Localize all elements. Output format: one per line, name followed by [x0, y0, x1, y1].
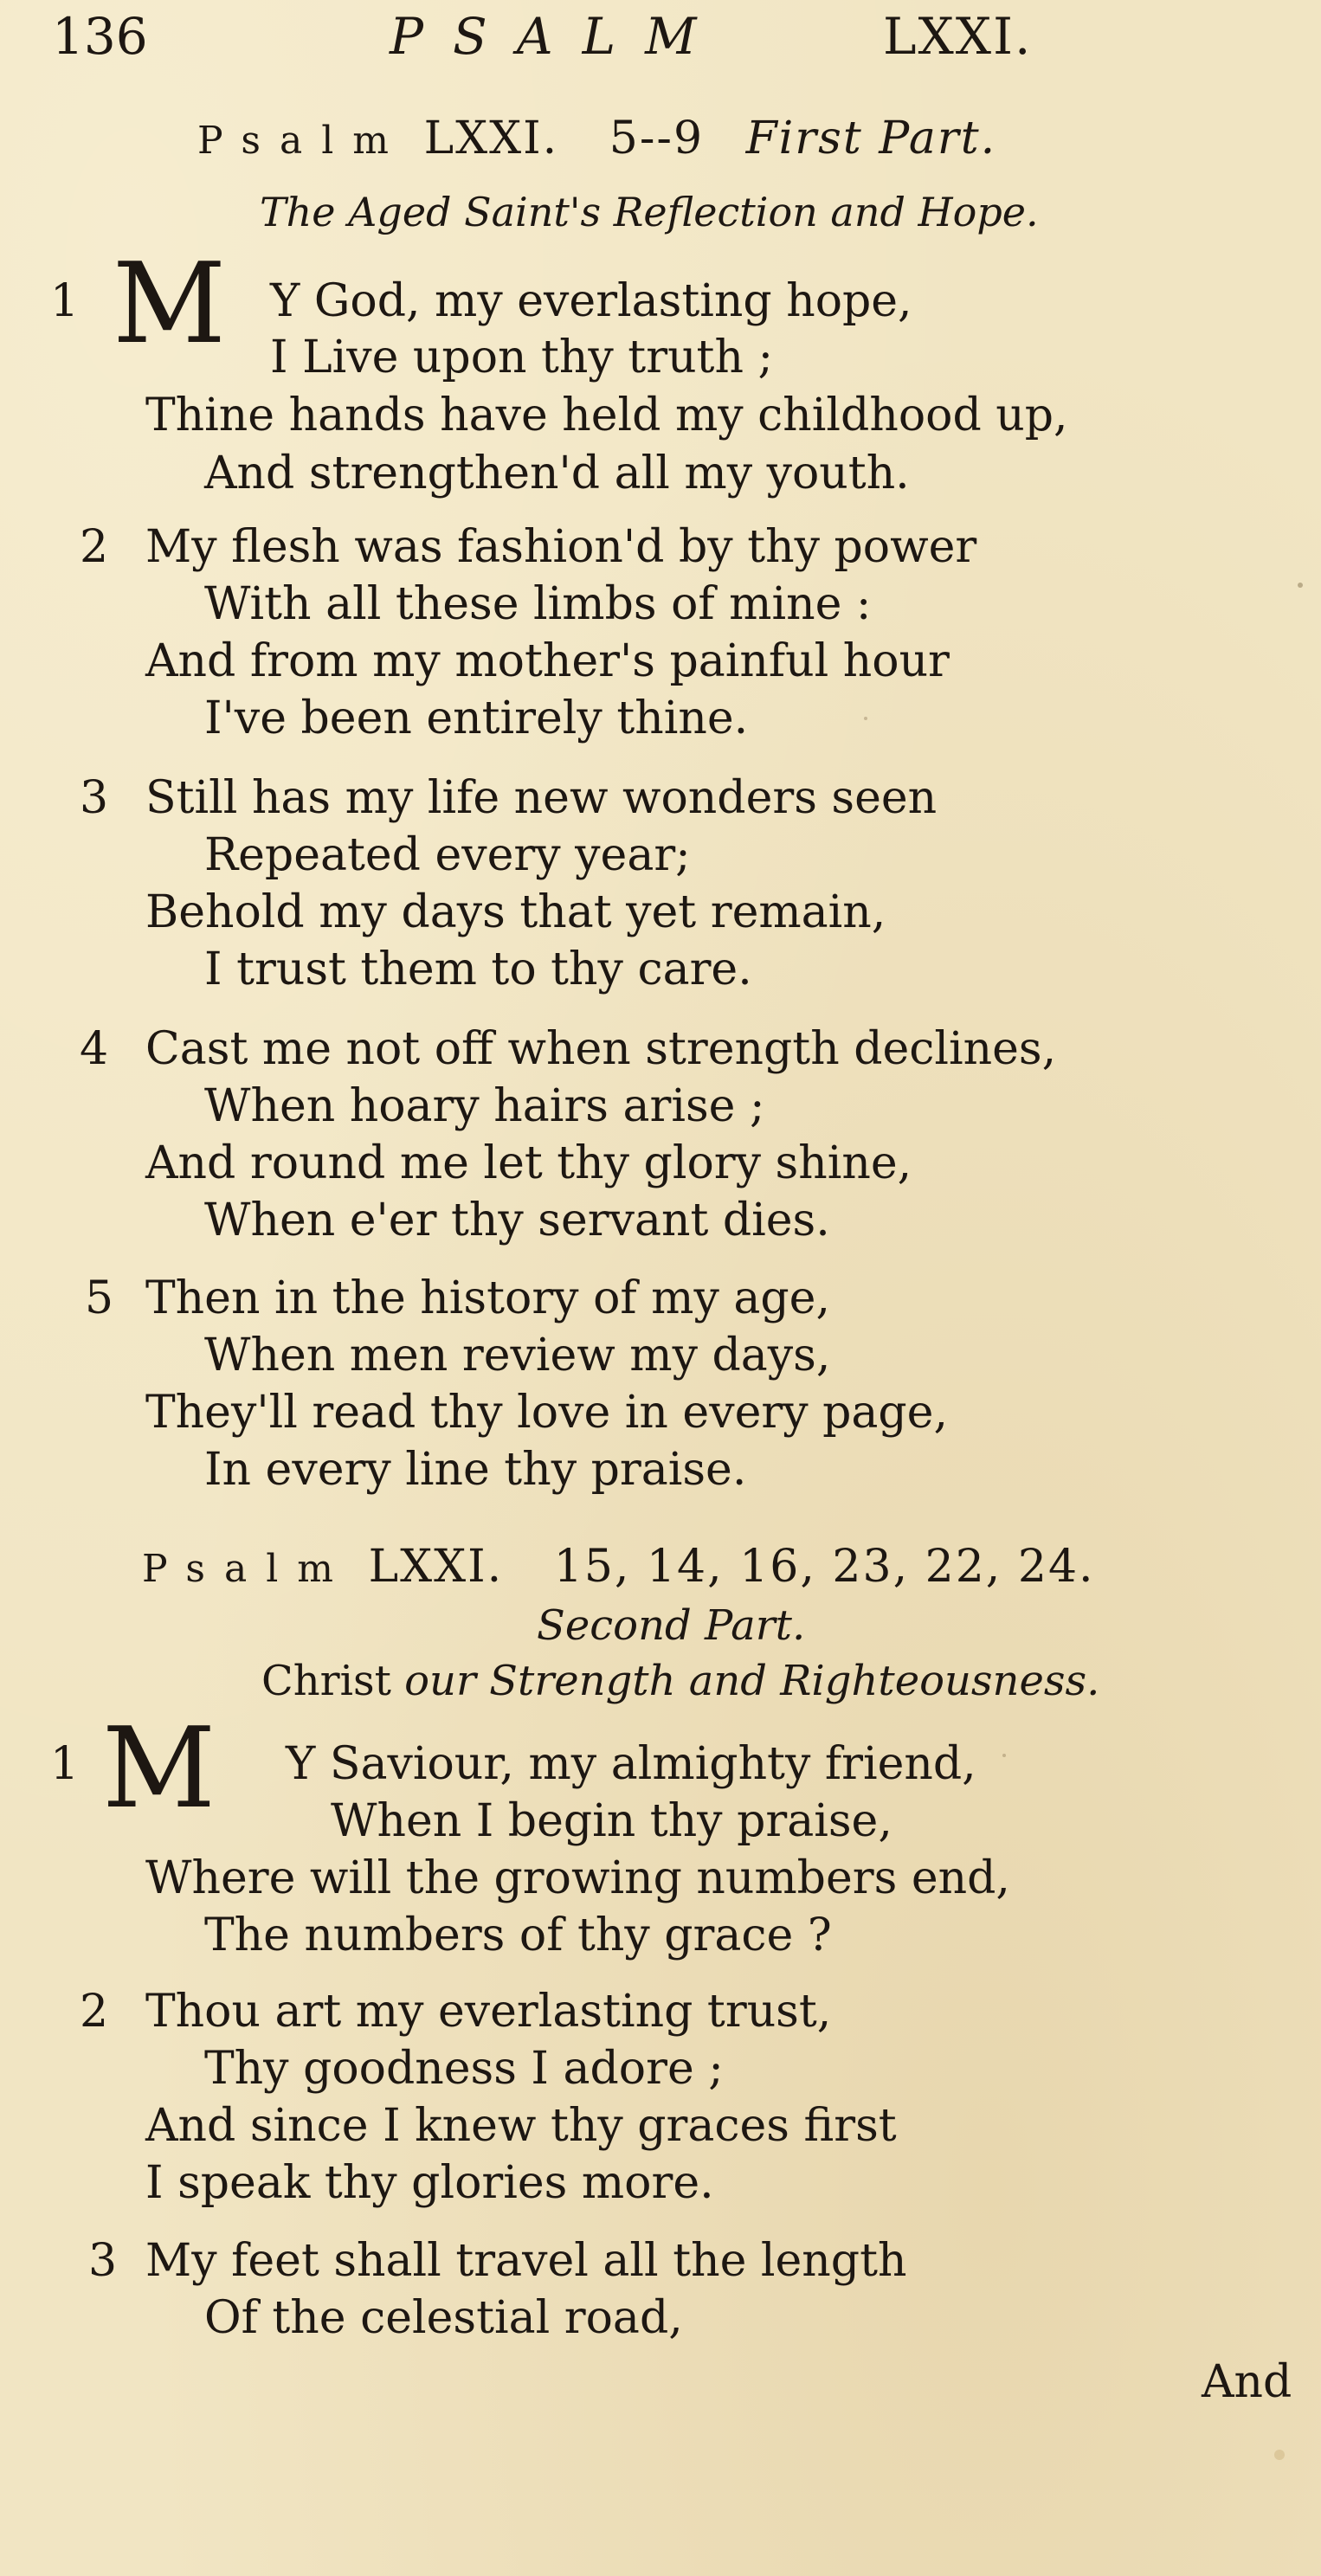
verse-number: 2 — [80, 1986, 109, 2038]
psalm-heading-numeral: LXXI. — [368, 1541, 504, 1593]
verse-line: Thy goodness I adore ; — [204, 2043, 724, 2095]
verse-line: Y Saviour, my almighty friend, — [286, 1738, 976, 1790]
verse-line: Thou art my everlasting trust, — [145, 1986, 832, 2038]
verse-number: 1 — [50, 275, 80, 327]
verse-line: I've been entirely thine. — [204, 692, 749, 744]
verse-number: 3 — [80, 772, 109, 824]
verse-number: 5 — [85, 1272, 114, 1324]
verse-line: They'll read thy love in every page, — [145, 1387, 948, 1439]
drop-cap: M — [113, 240, 227, 369]
verse-line: With all these limbs of mine : — [204, 578, 872, 630]
verse-line: When hoary hairs arise ; — [204, 1080, 765, 1132]
verse-line: Repeated every year; — [204, 829, 691, 881]
verse-line: My flesh was fashion'd by thy power — [145, 521, 977, 573]
psalm-heading-prefix: Psalm — [142, 1547, 353, 1591]
verse-line: When men review my days, — [204, 1330, 831, 1381]
verse-line: When I begin thy praise, — [331, 1795, 892, 1847]
part-label: First Part. — [745, 113, 997, 164]
verse-line: When e'er thy servant dies. — [204, 1195, 830, 1246]
verse-line: And round me let thy glory shine, — [145, 1137, 912, 1189]
verse-line: Thine hands have held my childhood up, — [145, 390, 1068, 441]
paper-speck — [1002, 1754, 1006, 1757]
running-title: PSALM — [390, 7, 726, 66]
subtitle-roman: Christ — [261, 1657, 391, 1705]
subtitle-italic: our Strength and Righteousness. — [404, 1657, 1100, 1705]
psalm-subtitle: The Aged Saint's Reflection and Hope. — [260, 189, 1039, 235]
psalm-verses-range: 5--9 — [609, 113, 705, 164]
verse-line: And strengthen'd all my youth. — [204, 448, 910, 499]
verse-number: 4 — [80, 1023, 109, 1075]
verse-line: Then in the history of my age, — [145, 1272, 830, 1324]
psalm-verses-range: 15, 14, 16, 23, 22, 24. — [553, 1541, 1095, 1593]
verse-line: I Live upon thy truth ; — [270, 332, 773, 383]
verse-line: I trust them to thy care. — [204, 943, 752, 995]
psalm-heading-prefix: Psalm — [197, 119, 409, 163]
verse-line: In every line thy praise. — [204, 1444, 747, 1496]
verse-line: Still has my life new wonders seen — [145, 772, 938, 824]
paper-speck — [1298, 583, 1303, 588]
running-numeral: LXXI. — [883, 7, 1033, 66]
psalm-heading-numeral: LXXI. — [423, 113, 559, 164]
page-number: 136 — [52, 7, 148, 66]
verse-line: Y God, my everlasting hope, — [270, 275, 912, 327]
part-label: Second Part. — [537, 1601, 806, 1650]
verse-line: Of the celestial road, — [204, 2292, 683, 2344]
verse-number: 1 — [50, 1738, 80, 1790]
drop-cap: M — [102, 1704, 216, 1833]
catchword: And — [1202, 2356, 1292, 2408]
verse-line: Where will the growing numbers end, — [145, 1852, 1010, 1904]
verse-line: My feet shall travel all the length — [145, 2235, 907, 2287]
verse-line: And since I knew thy graces first — [145, 2100, 897, 2152]
verse-line: Behold my days that yet remain, — [145, 886, 886, 938]
verse-line: I speak thy glories more. — [145, 2157, 714, 2209]
paper-speck — [1274, 2450, 1285, 2460]
paper-speck — [864, 717, 867, 720]
verse-line: The numbers of thy grace ? — [204, 1909, 832, 1961]
verse-line: And from my mother's painful hour — [145, 635, 950, 687]
verse-line: Cast me not off when strength declines, — [145, 1023, 1057, 1075]
verse-number: 2 — [80, 521, 109, 573]
verse-number: 3 — [88, 2235, 118, 2287]
